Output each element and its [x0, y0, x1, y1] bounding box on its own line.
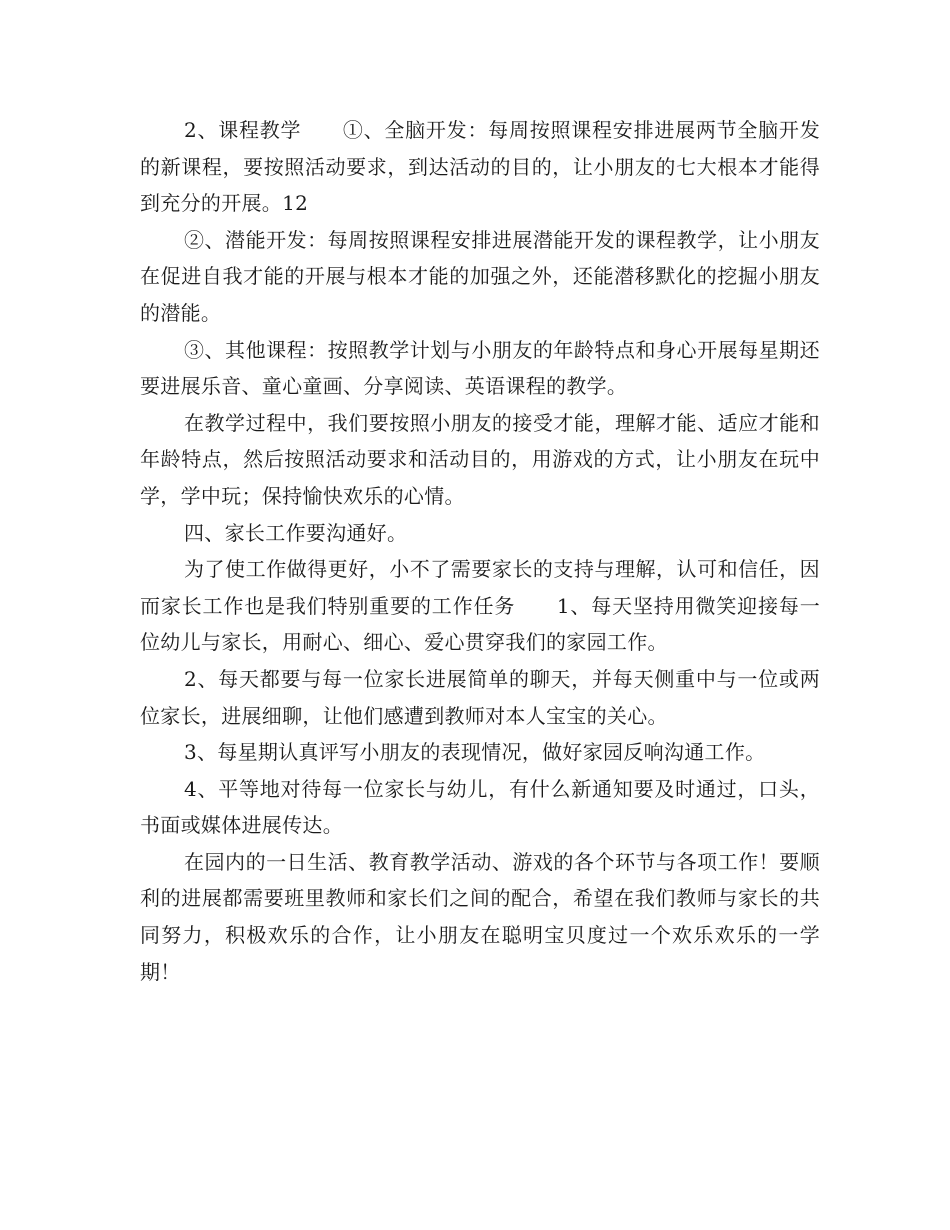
paragraph-conclusion: 在园内的一日生活、教育教学活动、游戏的各个环节与各项工作！要顺利的进展都需要班里教师和家长们之间的配合，希望在我们教师与家长的共同努力，积极欢乐的合作，让小朋友在聪明宝贝度过一个欢乐欢乐的一学期！ [140, 849, 820, 984]
paragraph-daily-chat: 2、每天都要与每一位家长进展简单的聊天，并每天侧重中与一位或两位家长，进展细聊，让他们感遭到教师对本人宝宝的关心。 [140, 666, 820, 728]
paragraph-equal-treatment: 4、平等地对待每一位家长与幼儿，有什么新通知要及时通过，口头，书面或媒体进展传达。 [140, 776, 820, 838]
paragraph-weekly-evaluation: 3、每星期认真评写小朋友的表现情况，做好家园反响沟通工作。 [184, 740, 766, 765]
paragraph-teaching-process: 在教学过程中，我们要按照小朋友的接受才能，理解才能、适应才能和年龄特点，然后按照活动要求和活动目的，用游戏的方式，让小朋友在玩中学，学中玩；保持愉快欢乐的心情。 [140, 410, 820, 508]
paragraph-parent-work-intro: 为了使工作做得更好，小不了需要家长的支持与理解，认可和信任，因而家长工作也是我们特别重要的工作任务 1、每天坚持用微笑迎接每一位幼儿与家长，用耐心、细心、爱心贯穿我们的家园工作。 [140, 557, 820, 655]
document-body [140, 112, 820, 990]
paragraph-course-teaching: 2、课程教学 ①、全脑开发：每周按照课程安排进展两节全脑开发的新课程，要按照活动要求，到达活动的目的，让小朋友的七大根本才能得到充分的开展。12 [140, 118, 820, 216]
section-heading-parent-work: 四、家长工作要沟通好。 [184, 520, 408, 545]
paragraph-potential-development: ②、潜能开发：每周按照课程安排进展潜能开发的课程教学，让小朋友在促进自我才能的开展与根本才能的加强之外，还能潜移默化的挖掘小朋友的潜能。 [140, 227, 820, 325]
paragraph-other-courses: ③、其他课程：按照教学计划与小朋友的年龄特点和身心开展每星期还要进展乐音、童心童画、分享阅读、英语课程的教学。 [140, 337, 820, 399]
